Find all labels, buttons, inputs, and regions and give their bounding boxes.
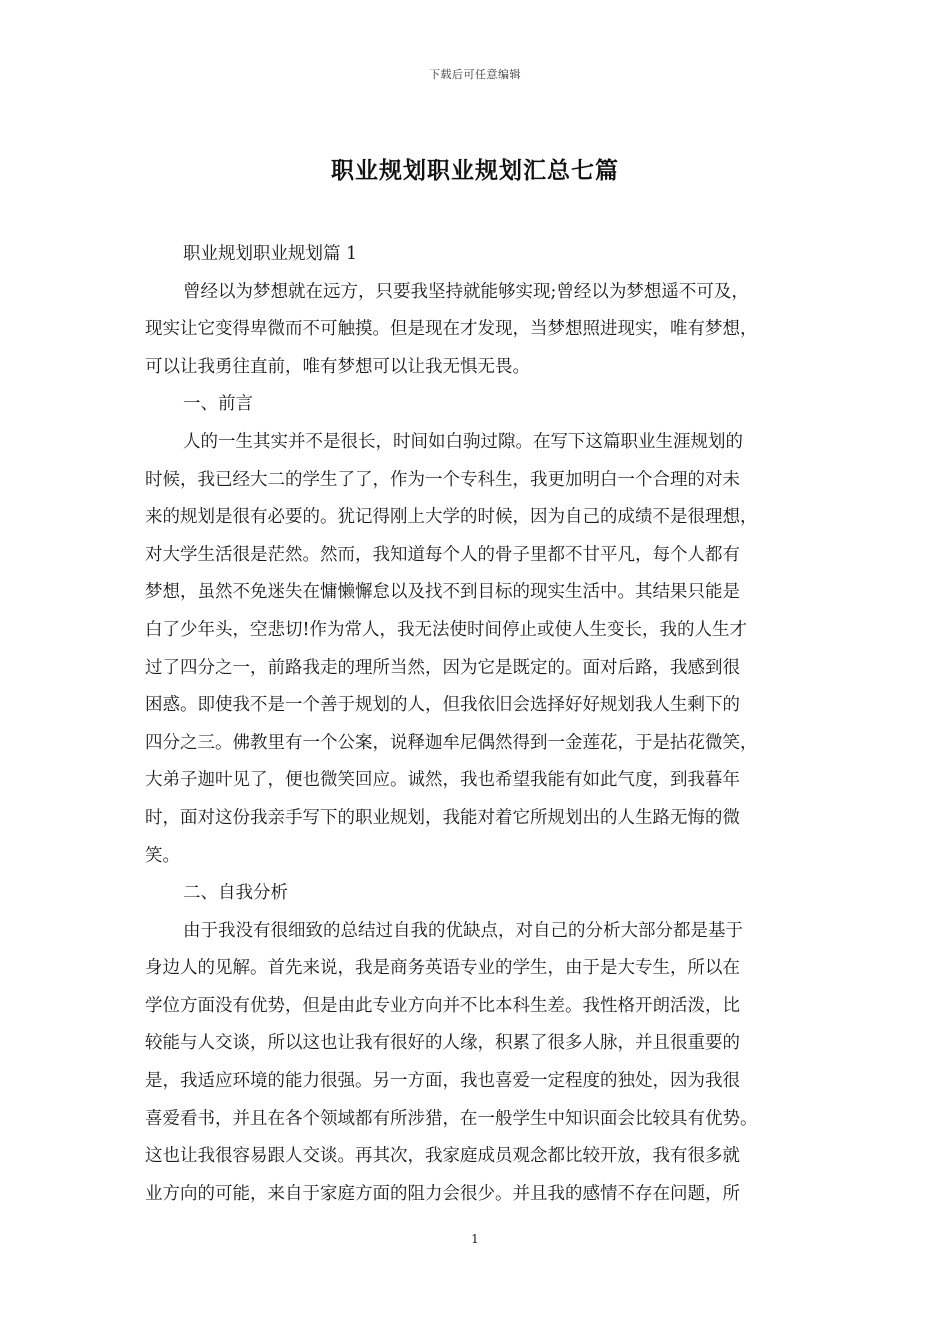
paragraph-line: 可以让我勇往直前，唯有梦想可以让我无惧无畏。 [145, 356, 530, 377]
header-note: 下载后可任意编辑 [429, 68, 521, 81]
paragraph-line: 这也让我很容易跟人交谈。再其次，我家庭成员观念都比较开放，我有很多就 [145, 1146, 740, 1167]
paragraph-line: 梦想，虽然不免迷失在慵懒懈怠以及找不到目标的现实生活中。其结果只能是 [145, 582, 740, 603]
paragraph-line: 笑。 [145, 845, 180, 866]
document-body [145, 236, 813, 1213]
paragraph-line: 来的规划是很有必要的。犹记得刚上大学的时候，因为自己的成绩不是很理想， [145, 507, 758, 528]
paragraph-line: 过了四分之一，前路我走的理所当然，因为它是既定的。面对后路，我感到很 [145, 657, 740, 678]
paragraph-line: 是，我适应环境的能力很强。另一方面，我也喜爱一定程度的独处，因为我很 [145, 1071, 740, 1092]
paragraph-line: 困惑。即使我不是一个善于规划的人，但我依旧会选择好好规划我人生剩下的 [145, 695, 740, 716]
paragraph-line: 业方向的可能，来自于家庭方面的阻力会很少。并且我的感情不存在问题，所 [145, 1183, 740, 1204]
page-number: 1 [471, 1232, 479, 1246]
paragraph-line: 由于我没有很细致的总结过自我的优缺点，对自己的分析大部分都是基于 [183, 920, 743, 941]
paragraph-line: 身边人的见解。首先来说，我是商务英语专业的学生，由于是大专生，所以在 [145, 958, 740, 979]
paragraph-line: 对大学生活很是茫然。然而，我知道每个人的骨子里都不甘平凡，每个人都有 [145, 544, 740, 565]
paragraph-line: 白了少年头，空悲切!作为常人，我无法使时间停止或使人生变长，我的人生才 [145, 619, 748, 640]
paragraph-line: 喜爱看书，并且在各个领域都有所涉猎，在一般学生中知识面会比较具有优势。 [145, 1108, 758, 1129]
paragraph-line: 大弟子迦叶见了，便也微笑回应。诚然，我也希望我能有如此气度，到我暮年 [145, 770, 740, 791]
section-heading: 二、自我分析 [183, 883, 288, 904]
paragraph-line: 人的一生其实并不是很长，时间如白驹过隙。在写下这篇职业生涯规划的 [183, 431, 743, 452]
document-title: 职业规划职业规划汇总七篇 [331, 157, 619, 184]
paragraph-line: 现实让它变得卑微而不可触摸。但是现在才发现，当梦想照进现实，唯有梦想， [145, 319, 758, 340]
section-heading: 职业规划职业规划篇 1 [183, 244, 358, 264]
section-heading: 一、前言 [183, 394, 253, 415]
paragraph-line: 学位方面没有优势，但是由此专业方向并不比本科生差。我性格开朗活泼，比 [145, 995, 740, 1016]
paragraph-line: 时，面对这份我亲手写下的职业规划，我能对着它所规划出的人生路无悔的微 [145, 807, 740, 828]
paragraph-line: 较能与人交谈，所以这也让我有很好的人缘，积累了很多人脉，并且很重要的 [145, 1033, 740, 1054]
paragraph-line: 时候，我已经大二的学生了了，作为一个专科生，我更加明白一个合理的对未 [145, 469, 740, 490]
paragraph-line: 曾经以为梦想就在远方，只要我坚持就能够实现;曾经以为梦想遥不可及， [183, 281, 749, 302]
paragraph-line: 四分之三。佛教里有一个公案，说释迦牟尼偶然得到一金莲花，于是拈花微笑， [145, 732, 758, 753]
